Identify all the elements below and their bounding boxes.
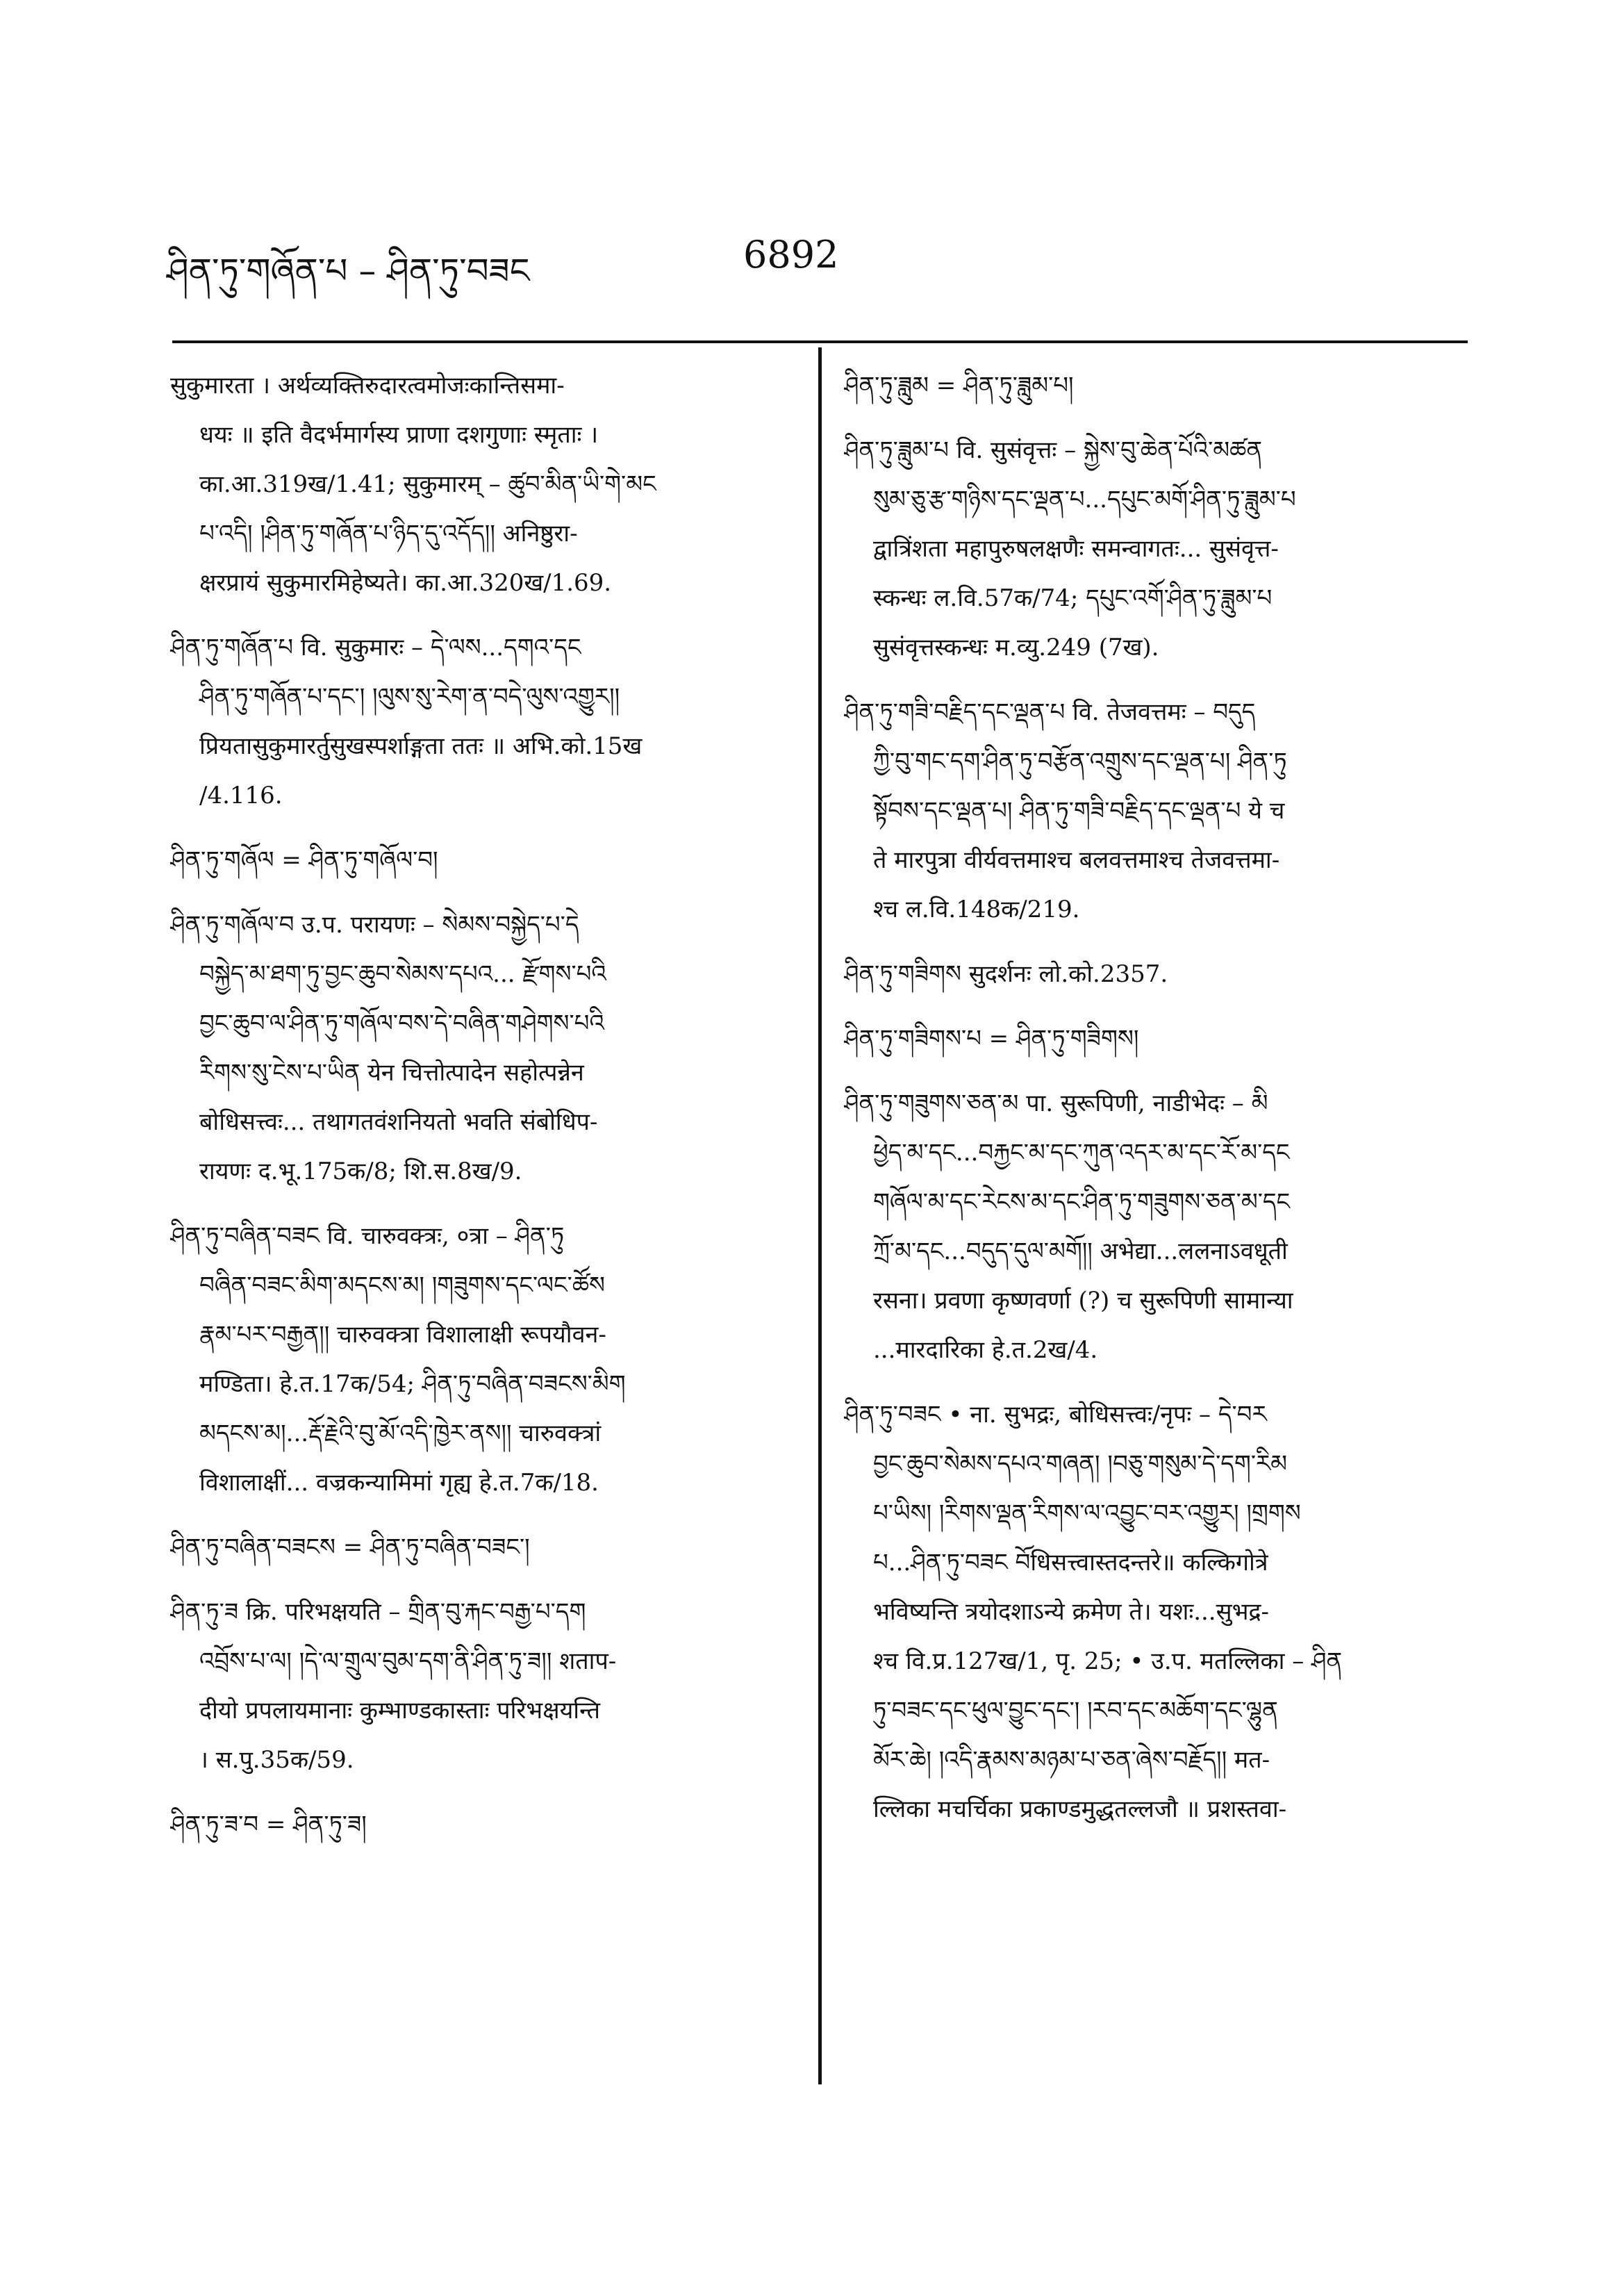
dictionary-entry [844,1390,1455,1834]
entry-text-line: क्षरप्रायं सुकुमारमिहेष्यते। का.आ.320ख/1.69. [199,569,612,597]
entry-text-line: ...मारदारिका हे.त.2ख/4. [873,1336,1098,1364]
page-header [167,233,1466,291]
entry-text-line: ते मारपुत्रा वीर्यवत्तमाश्च बलवत्तमाश्च तेजवत्तमा- [873,846,1280,874]
entry-headline: ཤིན་ཏུ་བཞིན་བཟངས = ཤིན་ཏུ་བཞིན་བཟང་། [170,1533,530,1561]
dictionary-entry [170,1212,781,1508]
entry-text-line: सुसंवृत्तस्कन्धः म.व्यु.249 (7ख). [873,634,1159,661]
dictionary-entry [170,361,781,608]
dictionary-entry [170,836,781,885]
dictionary-entry [844,361,1455,411]
entry-text-line: बोधिसत्त्वः... तथागतवंशनियतो भवति संबोधिप- [199,1108,598,1136]
entry-headline: ཤིན་ཏུ་གཞོལ་བ उ.प. परायणः – སེམས་བསྐྱེད་པ་དེ [170,911,579,939]
entry-text-line: का.आ.319ख/1.41; सुकुमारम् – ཚུབ་མིན་ཡི་གེ་མང [199,470,656,498]
entry-text-line: པ་འདི། །ཤིན་ཏུ་གཞོན་པ་ཉིད་དུ་འདོད།། अनिष्ठुरा- [199,520,578,548]
dictionary-entry [170,900,781,1196]
entry-text-line: པ...ཤིན་ཏུ་བཟང བོधिसत्त्वास्तदन्तरे॥ कल्किगोत्रे [873,1549,1268,1577]
entry-text-line: འབྲོས་པ་ལ། །དེ་ལ་གྲུལ་བུམ་དག་ནི་ཤིན་ཏུ་ཟ།། शताप- [199,1647,617,1675]
entry-text-line: विशालाक्षीं... वज्रकन्यामिमां गृह्य हे.त.7क/18. [199,1469,599,1497]
entry-text-line: ཕྱེད་མ་དང...བརྐྱང་མ་དང་ཀུན་འདར་མ་དང་རོ་མ་དང [873,1139,1290,1167]
entry-text-line: श्च ल.वि.148क/219. [873,896,1080,923]
entry-headline: ཤིན་ཏུ་གཟིགས་པ = ཤིན་ཏུ་གཟིགས། [844,1025,1139,1053]
entry-text-line: རྣམ་པར་བརྒྱན།། चारुवक्त्रा विशालाक्षी रूपयौवन- [199,1321,606,1349]
dictionary-entry [844,426,1455,673]
entry-headline: ཤིན་ཏུ་བཟང • ना. सुभद्रः, बोधिसत्त्वः/नृपः – དེ་བར [844,1401,1267,1429]
entry-text-line: བྱང་ཆུབ་སེམས་དཔའ་གཞན། །བཅུ་གསུམ་དེ་དག་རིམ [873,1450,1288,1478]
header-rule [172,340,1468,343]
entry-text-line: द्वात्रिंशता महापुरुषलक्षणैः समन्वागतः... सुसंवृत्त- [873,535,1279,563]
entry-headline: सुकुमारता । अर्थव्यक्तिरुदारत्वमोजःकान्तिसमा- [170,372,565,400]
entry-text-line: श्च वि.प्र.127ख/1, पृ. 25; • उ.प. मतल्लिका – ཤིན [873,1647,1343,1675]
entry-text-line: བཞིན་བཟང་མིག་མདངས་མ། །གཟུགས་དང་ལང་ཚོས [199,1271,605,1299]
entry-text-line: ཀྱི་བུ་གང་དག་ཤིན་ཏུ་བརྩོན་འགྲུས་དང་ལྡན་པ། ཤིན་ཏུ [873,748,1287,775]
entry-headline: ཤིན་ཏུ་གཟིགས सुदर्शनः लो.को.2357. [844,960,1168,988]
entry-headline: ཤིན་ཏུ་གཞོན་པ वि. सुकुमारः – དེ་ལས...དགའ་དང [170,634,581,661]
dictionary-entry [844,950,1455,999]
entry-text-line: ཏུ་བཟང་དང་ཕུལ་བྱུང་དང་། །རབ་དང་མཆོག་དང་ལྷུན [873,1697,1278,1725]
dictionary-entry [844,1014,1455,1064]
entry-text-line: མདངས་མ།...རྡོ་རྗེའི་བུ་མོ་འདི་ཁྱེར་ནས།། चारुवक्त्रां [199,1419,602,1447]
page-number: 6892 [743,233,839,277]
entry-headline: ཤིན་ཏུ་གཟུགས་ཅན་མ पा. सुरूपिणी, नाडीभेदः – མི [844,1089,1268,1117]
entry-text-line: ल्लिका मचर्चिका प्रकाण्डमुद्धतल्लजौ ॥ प्रशस्तवा- [873,1795,1287,1823]
entry-text-line: प्रियतासुकुमारर्तुसुखस्पर्शाङ्गता ततः ॥ अभि.को.15ख [199,732,643,760]
entry-text-line: ཀྲོ་མ་དང...བདུད་དུལ་མགོ།། अभेद्या...ललनाऽवधूती [873,1237,1288,1265]
right-column [844,361,1455,1850]
entry-text-line: रायणः द.भू.175क/8; शि.स.8ख/9. [199,1158,522,1185]
left-column [170,361,781,1865]
entry-text-line: སྟོབས་དང་ལྡན་པ། ཤིན་ཏུ་གཟི་བརྗིད་དང་ལྡན་པ ये च [873,797,1285,825]
entry-text-line: རིགས་སུ་ངེས་པ་ཡིན येन चित्तोत्पादेन सहोत्पन्नेन [199,1059,584,1087]
entry-text-line: /4.116. [199,782,283,809]
entry-text-line: भविष्यन्ति त्रयोदशाऽन्ये क्रमेण ते। यशः...सुभद्र- [873,1598,1270,1626]
entry-text-line: ཤིན་ཏུ་གཞོན་པ་དང་། །ལུས་སུ་རེག་ན་བདེ་ལུས་འགྱུར།། [199,683,620,711]
entry-text-line: གཞོལ་མ་དང་རེངས་མ་དང་ཤིན་ཏུ་གཟུགས་ཅན་མ་དང [873,1188,1291,1216]
entry-headline: ཤིན་ཏུ་བཞིན་བཟང वि. चारुवक्त्रः, ०त्रा – ཤིན་ཏུ [170,1222,565,1250]
entry-headline: ཤིན་ཏུ་ཟླུམ་པ वि. सुसंवृत्तः – སྐྱེས་བུ་ཆེན་པོའི་མཚན [844,436,1263,464]
entry-text-line: མོར་ཆེ། །འདི་རྣམས་མཉམ་པ་ཅན་ཞེས་བརྗོད།། मत- [873,1746,1270,1774]
entry-text-line: दीयो प्रपलायमानाः कुम्भाण्डकास्ताः परिभक्षयन्ति [199,1697,600,1725]
entry-text-line: བྱང་ཆུབ་ལ་ཤིན་ཏུ་གཞོལ་བས་དེ་བཞིན་གཤེགས་པའི [199,1010,604,1037]
dictionary-entry [844,688,1455,935]
entry-headline: ཤིན་ཏུ་གཞོལ = ཤིན་ཏུ་གཞོལ་བ། [170,846,438,874]
dictionary-entry [844,1079,1455,1375]
running-head: ཤིན་ཏུ་གཞོན་པ – ཤིན་ཏུ་བཟང [167,251,530,291]
entry-text-line: मण्डिता। हे.त.17क/54; ཤིན་ཏུ་བཞིན་བཟངས་མིག [199,1370,626,1398]
entry-headline: ཤིན་ཏུ་ཟ क्रि. परिभक्षयति – གྲིན་བུ་རྐང་བརྒྱ་པ་དག [170,1598,586,1626]
entry-headline: ཤིན་ཏུ་ཟ་བ = ཤིན་ཏུ་ཟ། [170,1811,367,1838]
entry-headline: ཤིན་ཏུ་གཟི་བརྗིད་དང་ལྡན་པ वि. तेजवत्तमः – བདུད [844,698,1256,726]
entry-text-line: । स.पु.35क/59. [199,1746,354,1774]
entry-text-line: स्कन्धः ल.वि.57क/74; དཔུང་འགོ་ཤིན་ཏུ་ཟླུམ་པ [873,584,1273,612]
entry-text-line: བསྐྱེད་མ་ཐག་ཏུ་བྱང་ཆུབ་སེམས་དཔའ... རྫོགས་པའི [199,960,606,988]
column-divider [818,347,822,2084]
entry-headline: ཤིན་ཏུ་ཟླུམ = ཤིན་ཏུ་ཟླུམ་པ། [844,372,1074,400]
dictionary-entry [170,623,781,821]
entry-text-line: रसना। प्रवणा कृष्णवर्णा (?) च सुरूपिणी सामान्या [873,1287,1293,1315]
entry-text-line: धयः ॥ इति वैदर्भमार्गस्य प्राणा दशगुणाः स्मृताः । [199,421,599,449]
dictionary-entry [170,1523,781,1572]
entry-text-line: པ་ཡིས། །རིགས་ལྡན་རིགས་ལ་འབྱུང་བར་འགྱུར། །གྲགས [873,1499,1301,1527]
dictionary-entry [170,1800,781,1850]
entry-text-line: སུམ་ཅུ་རྩ་གཉིས་དང་ལྡན་པ...དཔུང་མགོ་ཤིན་ཏུ་ཟླུམ་པ [873,486,1296,513]
dictionary-entry [170,1588,781,1785]
